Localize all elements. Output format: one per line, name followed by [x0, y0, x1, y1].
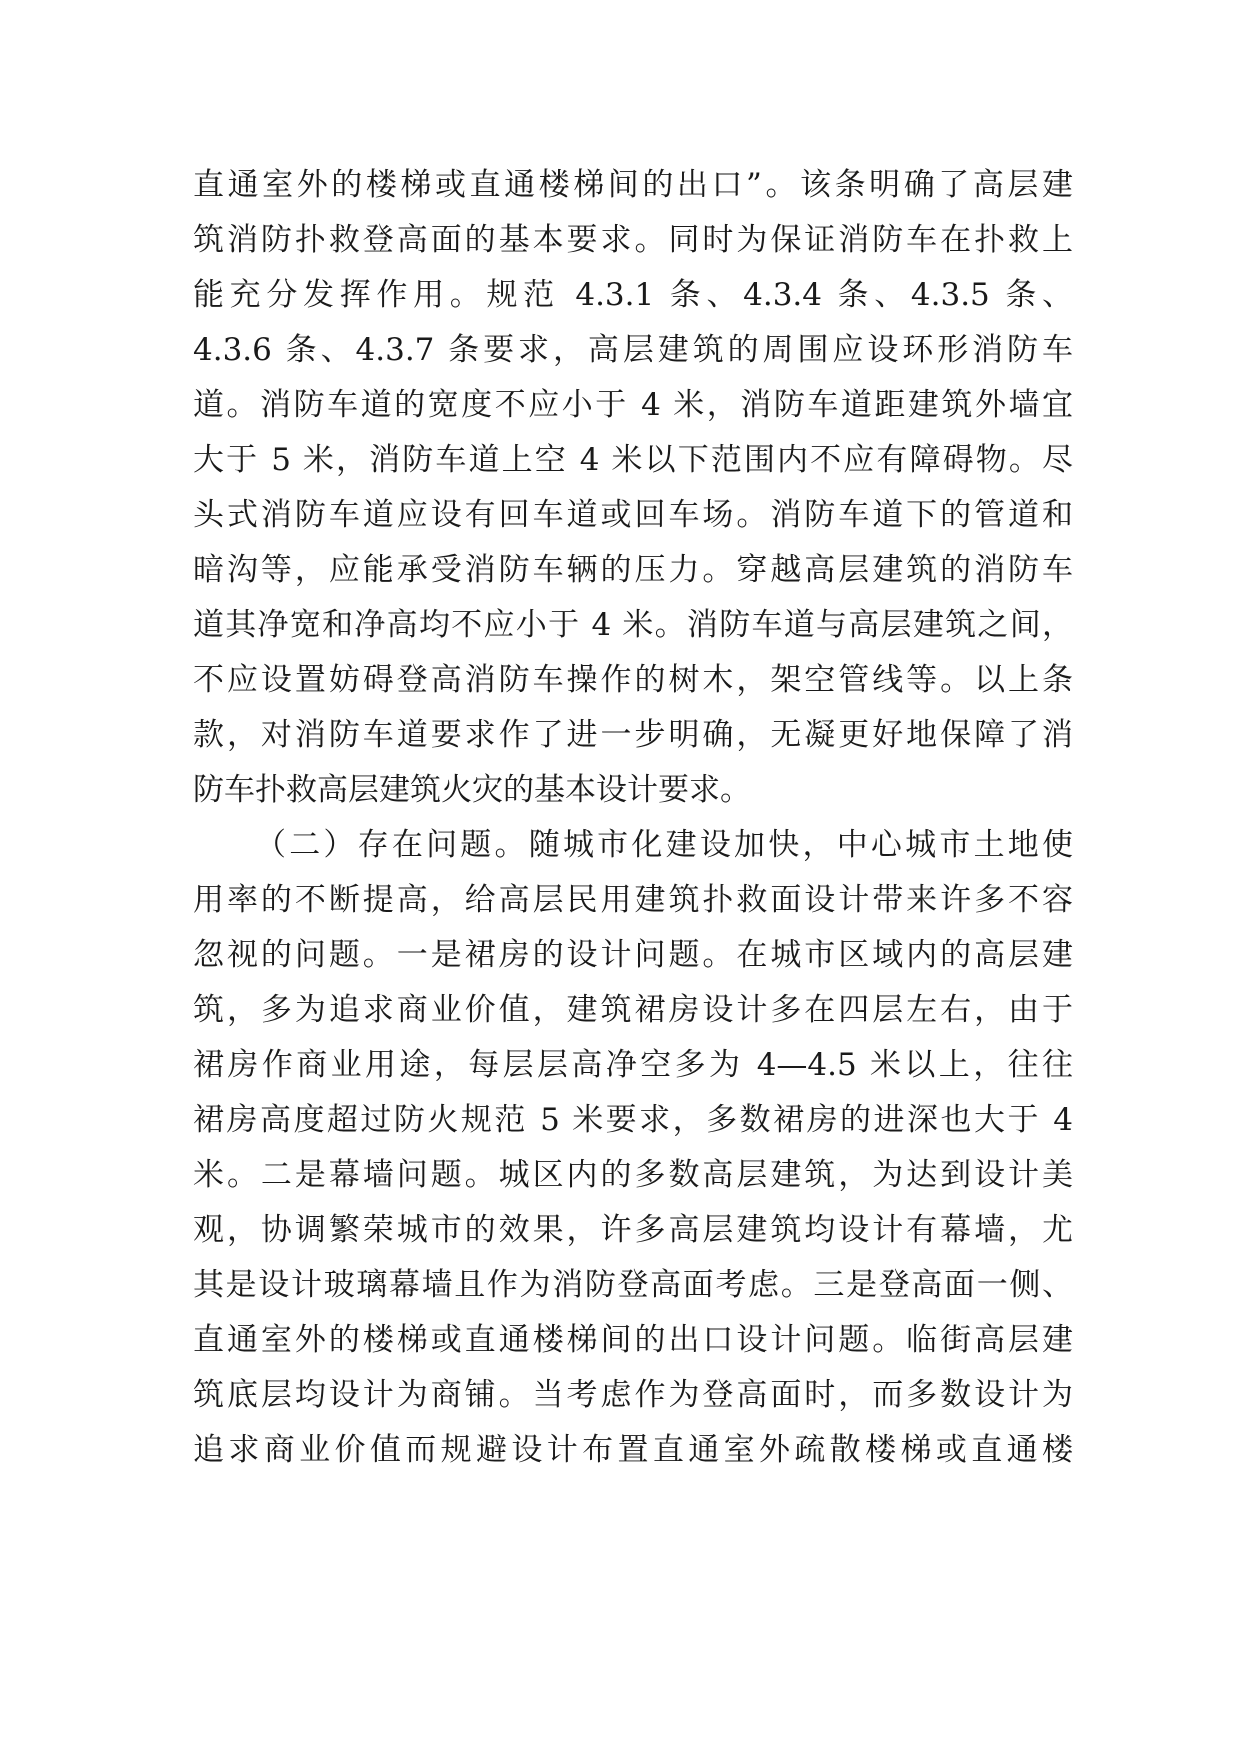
text-line: 裙房作商业用途，每层层高净空多为 4—4.5 米以上，往往	[193, 1047, 1073, 1083]
text-line: 道。消防车道的宽度不应小于 4 米，消防车道距建筑外墙宜	[193, 387, 1073, 423]
text-line: 4.3.6 条、4.3.7 条要求，高层建筑的周围应设环形消防车	[193, 332, 1073, 368]
text-line: 不应设置妨碍登高消防车操作的树木，架空管线等。以上条	[193, 662, 1073, 698]
text-line: 追求商业价值而规避设计布置直通室外疏散楼梯或直通楼	[193, 1432, 1073, 1468]
text-line: 其是设计玻璃幕墙且作为消防登高面考虑。三是登高面一侧、	[193, 1267, 1073, 1303]
body-text	[193, 158, 1073, 1478]
text-line: 直通室外的楼梯或直通楼梯间的出口”。该条明确了高层建	[193, 167, 1073, 203]
text-line: 筑，多为追求商业价值，建筑裙房设计多在四层左右，由于	[193, 992, 1073, 1028]
text-line: 直通室外的楼梯或直通楼梯间的出口设计问题。临街高层建	[193, 1322, 1073, 1358]
text-line: 头式消防车道应设有回车道或回车场。消防车道下的管道和	[193, 497, 1073, 533]
text-line: 能充分发挥作用。规范 4.3.1 条、4.3.4 条、4.3.5 条、	[193, 277, 1073, 313]
text-line: 用率的不断提高，给高层民用建筑扑救面设计带来许多不容	[193, 882, 1073, 918]
text-line: 观，协调繁荣城市的效果，许多高层建筑均设计有幕墙，尤	[193, 1212, 1073, 1248]
paragraph-heading-line: （二）存在问题。随城市化建设加快，中心城市土地使	[255, 827, 1073, 863]
text-line: 米。二是幕墙问题。城区内的多数高层建筑，为达到设计美	[193, 1157, 1073, 1193]
text-line: 忽视的问题。一是裙房的设计问题。在城市区域内的高层建	[193, 937, 1073, 973]
text-line: 裙房高度超过防火规范 5 米要求，多数裙房的进深也大于 4	[193, 1102, 1073, 1138]
text-line: 暗沟等，应能承受消防车辆的压力。穿越高层建筑的消防车	[193, 552, 1073, 588]
text-line: 筑消防扑救登高面的基本要求。同时为保证消防车在扑救上	[193, 222, 1073, 258]
text-line: 款，对消防车道要求作了进一步明确，无凝更好地保障了消	[193, 717, 1073, 753]
paragraph-end-line: 防车扑救高层建筑火灾的基本设计要求。	[193, 772, 751, 808]
text-line: 筑底层均设计为商铺。当考虑作为登高面时，而多数设计为	[193, 1377, 1073, 1413]
text-line: 大于 5 米，消防车道上空 4 米以下范围内不应有障碍物。尽	[193, 442, 1073, 478]
text-line: 道其净宽和净高均不应小于 4 米。消防车道与高层建筑之间，	[193, 607, 1073, 643]
